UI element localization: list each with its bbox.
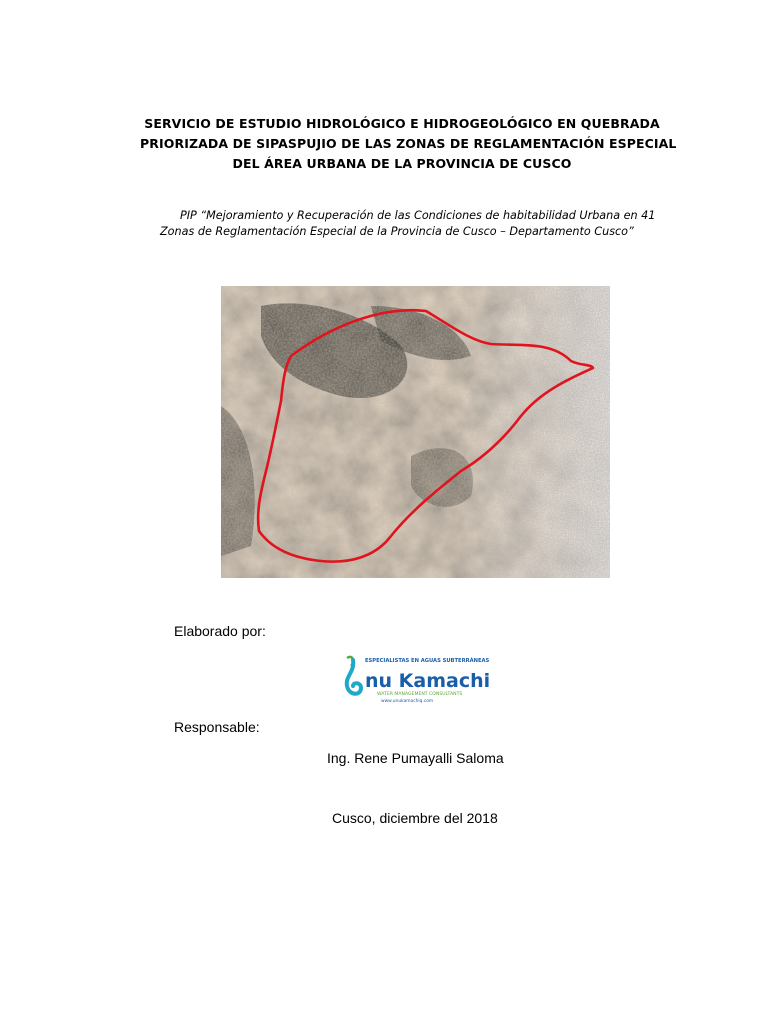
- title-line-1: SERVICIO DE ESTUDIO HIDROLÓGICO E HIDROGEOLÓGICO EN QUEBRADA: [144, 116, 660, 131]
- logo-tagline: ESPECIALISTAS EN AGUAS SUBTERRÁNEAS: [365, 658, 490, 664]
- document-title: [140, 114, 677, 174]
- logo-url: www.unukamachiq.com: [381, 699, 434, 704]
- satellite-map-svg: [221, 286, 610, 578]
- logo-name: nu Kamachiq: [365, 670, 491, 692]
- subtitle-line-1: PIP “Mejoramiento y Recuperación de las Condiciones de habitabilidad Urbana en 41: [180, 209, 656, 222]
- project-subtitle: [150, 208, 670, 240]
- responsable-name: Ing. Rene Pumayalli Saloma: [327, 750, 504, 766]
- title-line-2: PRIORIZADA DE SIPASPUJIO DE LAS ZONAS DE REGLAMENTACIÓN ESPECIAL: [140, 136, 677, 151]
- responsable-label: Responsable:: [174, 719, 260, 735]
- logo-subtitle: WATER MANAGEMENT CONSULTANTS: [377, 692, 463, 697]
- title-line-3: DEL ÁREA URBANA DE LA PROVINCIA DE CUSCO: [232, 156, 572, 171]
- logo-svg: [341, 652, 491, 706]
- subtitle-line-2: Zonas de Reglamentación Especial de la Provincia de Cusco – Departamento Cusco”: [160, 225, 634, 238]
- water-drop-icon: [347, 660, 361, 694]
- place-date: Cusco, diciembre del 2018: [332, 810, 498, 826]
- company-logo: [341, 652, 491, 706]
- satellite-map-image: [221, 286, 610, 578]
- elaborado-label: Elaborado por:: [174, 623, 266, 639]
